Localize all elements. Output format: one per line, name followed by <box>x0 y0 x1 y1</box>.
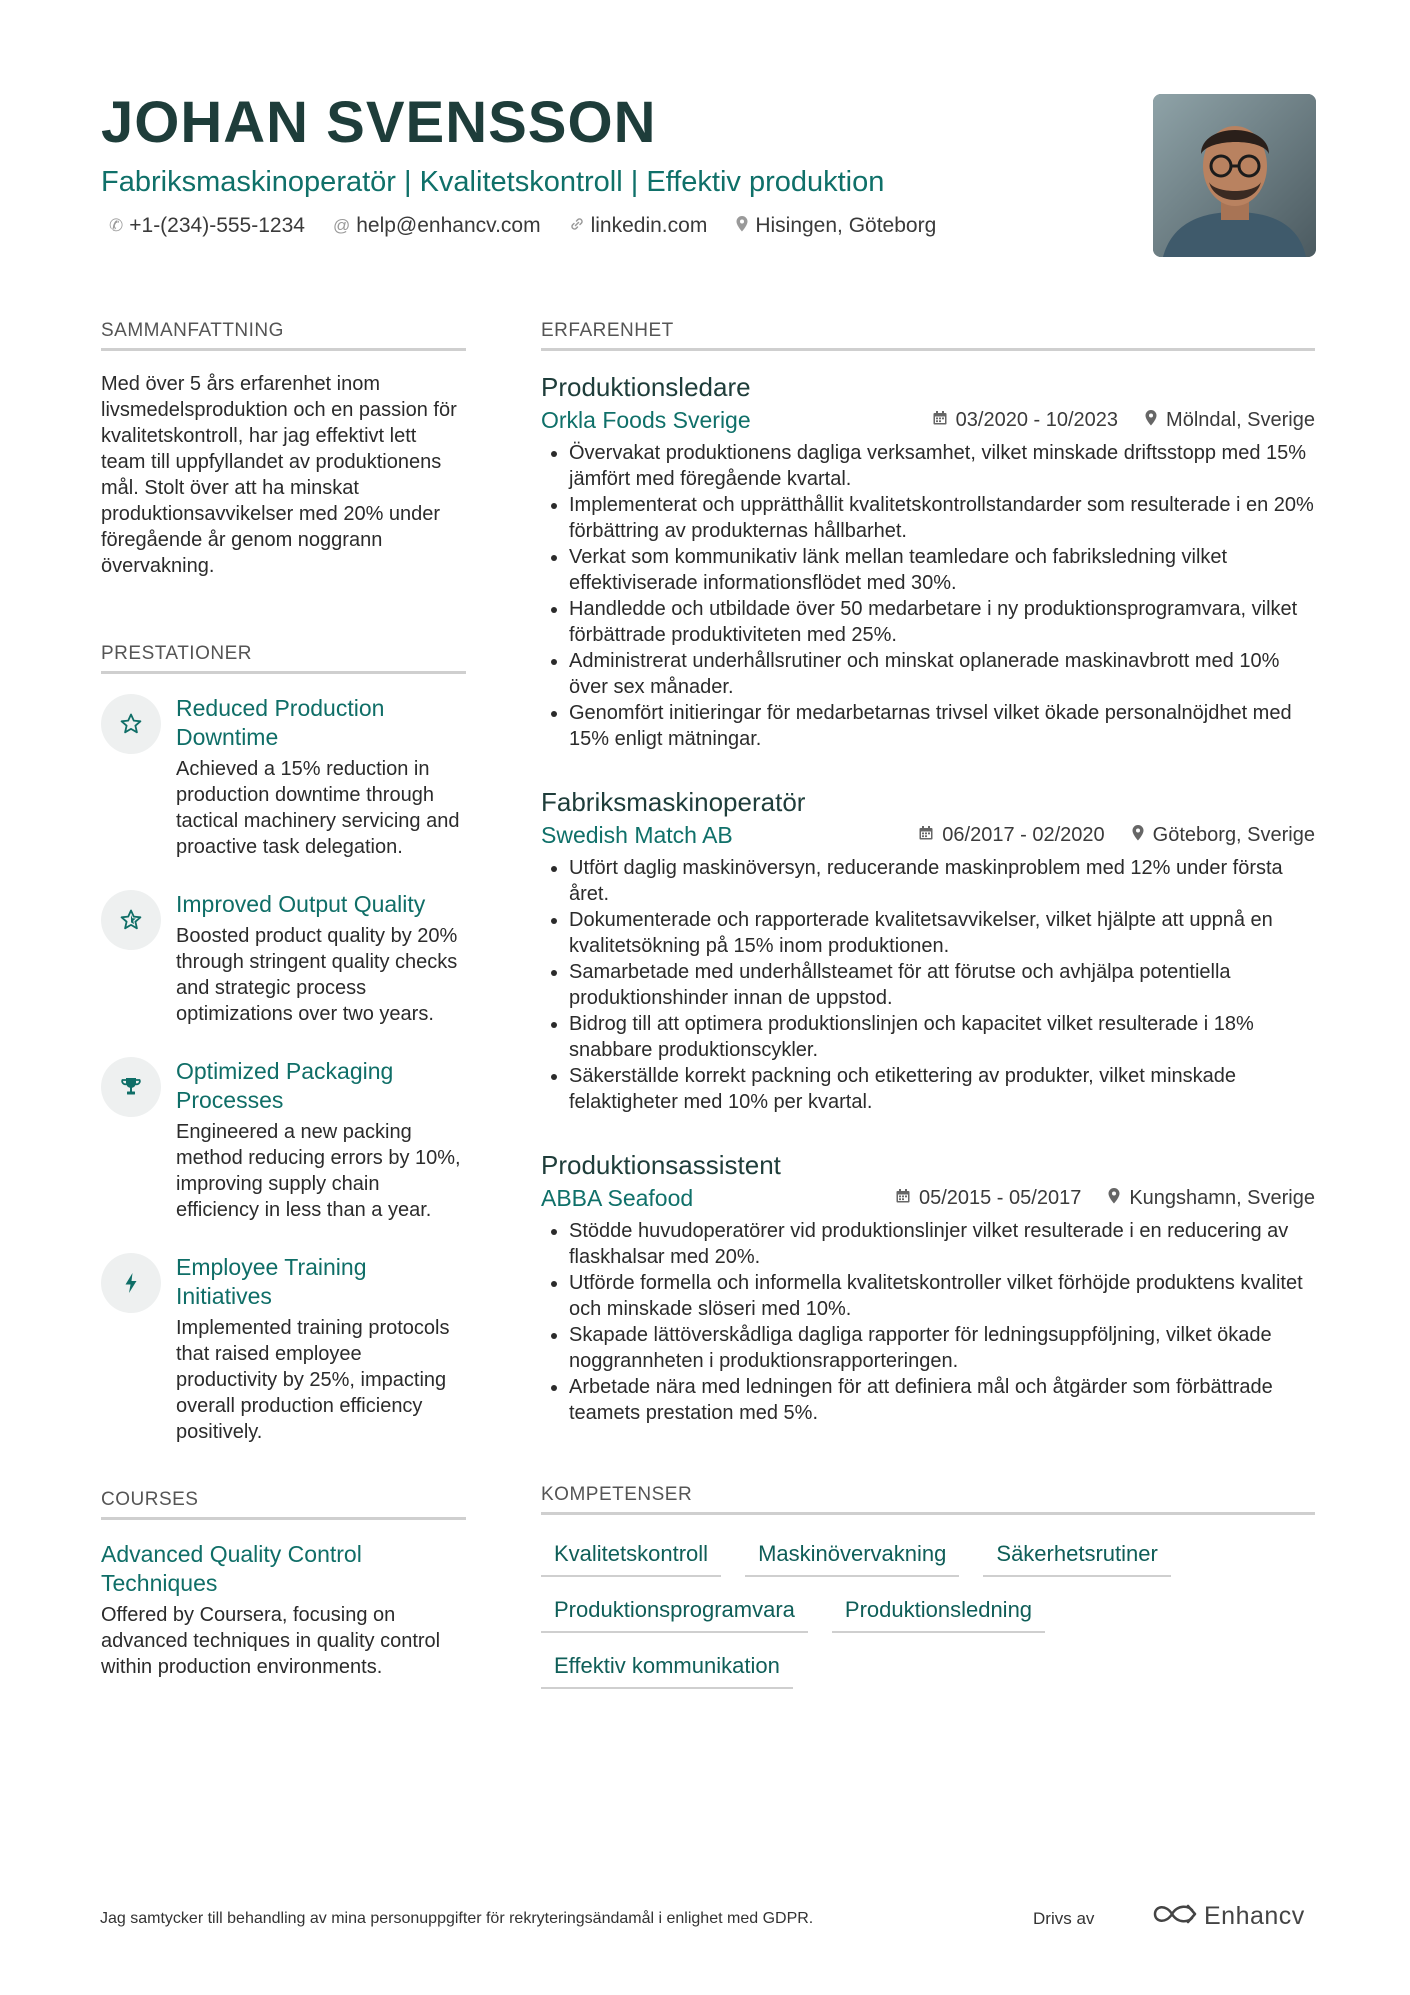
enhancv-logo[interactable] <box>1152 1902 1305 1931</box>
contact-phone[interactable] <box>109 214 305 238</box>
list-item: • Verkat som kommunikativ länk mellan teamledare och fabriksledning vilket effektiviserade informationsflödet med 30%. <box>569 544 1315 596</box>
enhancv-logo-icon <box>1152 1902 1198 1931</box>
summary-text: Med över 5 års erfarenhet inom livsmedelsproduktion och en passion för kvalitetskontroll, har jag effektivt lett team till uppfyllandet av produktionens mål. Stolt över att ha minskat produktionsavvikelser med 20% under föregående år genom noggrann övervakning. <box>101 373 457 577</box>
trophy-icon <box>101 1057 161 1117</box>
calendar-icon <box>918 825 934 846</box>
job-bullets <box>541 855 1315 1115</box>
company-name: Orkla Foods Sverige <box>541 407 751 433</box>
achievement-desc: Achieved a 15% reduction in production downtime through tactical machinery servicing and proactive task delegation. <box>176 758 460 858</box>
course-desc: Offered by Coursera, focusing on advanced techniques in quality control within production environments. <box>101 1604 441 1678</box>
list-item: • Dokumenterade och rapporterade kvalitetsavvikelser, vilket hjälpte att uppnå en kvalitetsökning på 15% inom produktionen. <box>569 907 1315 959</box>
star-badge-icon <box>101 890 161 950</box>
courses-heading: COURSES <box>101 1489 466 1520</box>
list-item: • Utförde formella och informella kvalitetskontroller vilket förhöjde produktens kvalitet och minskade slöseri med 10%. <box>569 1270 1315 1322</box>
job-title: Produktionsassistent <box>541 1150 781 1180</box>
lightning-bolt-icon <box>101 1253 161 1313</box>
courses-section <box>101 1489 466 1680</box>
skill-tag: Säkerhetsrutiner <box>983 1535 1170 1577</box>
achievement-desc: Engineered a new packing method reducing errors by 10%, improving supply chain efficiency in less than a year. <box>176 1121 461 1221</box>
job-dates-text: 05/2015 - 05/2017 <box>918 1187 1082 1209</box>
at-icon: @ <box>332 216 351 235</box>
job-dates <box>918 824 1104 847</box>
job-location <box>1131 824 1315 847</box>
contact-list <box>101 214 1101 238</box>
location-pin-icon <box>1144 409 1158 432</box>
list-item: • Samarbetade med underhållsteamet för att förutse och avhjälpa potentiella produktionshinder innan de uppstod. <box>569 959 1315 1011</box>
contact-linkedin[interactable] <box>569 214 708 238</box>
job-entry <box>541 786 1315 1115</box>
course-title: Advanced Quality Control Techniques <box>101 1541 362 1596</box>
job-location <box>1107 1187 1315 1210</box>
job-entry <box>541 1149 1315 1426</box>
list-item: • Skapade lättöverskådliga dagliga rapporter för ledningsuppföljning, vilket ökade noggrannheten i produktionsrapporteringen. <box>569 1322 1315 1374</box>
achievements-section <box>101 643 466 1445</box>
list-item: • Arbetade nära med ledningen för att definiera mål och åtgärder som förbättrade teamets prestation med 5%. <box>569 1374 1315 1426</box>
achievement-title: Improved Output Quality <box>176 891 426 917</box>
gdpr-consent: Jag samtycker till behandling av mina personuppgifter för rekryteringsändamål i enlighet med GDPR. <box>100 1910 814 1927</box>
job-entry <box>541 371 1315 752</box>
achievements-heading: PRESTATIONER <box>101 643 466 674</box>
achievement-item <box>101 1253 466 1445</box>
achievement-item <box>101 1057 466 1223</box>
skill-tag: Produktionsprogramvara <box>541 1591 808 1633</box>
profile-photo <box>1153 94 1316 257</box>
job-dates <box>932 409 1118 432</box>
location-pin-icon <box>735 215 749 238</box>
right-column <box>541 320 1315 1689</box>
list-item: • Administrerat underhållsrutiner och minskat oplanerade maskinavbrott med 10% över sex månader. <box>569 648 1315 700</box>
job-dates-text: 06/2017 - 02/2020 <box>942 824 1105 846</box>
phone-text: +1-(234)-555-1234 <box>129 214 305 237</box>
skill-tag: Kvalitetskontroll <box>541 1535 721 1577</box>
achievement-desc: Implemented training protocols that raised employee productivity by 25%, impacting overall production efficiency positively. <box>176 1317 450 1443</box>
list-item: • Bidrog till att optimera produktionslinjen och kapacitet vilket resulterade i 18% snabbare produktionscykler. <box>569 1011 1315 1063</box>
list-item: • Genomfört initieringar för medarbetarnas trivsel vilket ökade personalnöjdhet med 15% enligt mätningar. <box>569 700 1315 752</box>
experience-heading: ERFARENHET <box>541 320 1315 351</box>
summary-heading: SAMMANFATTNING <box>101 320 466 351</box>
skill-tag: Maskinövervakning <box>745 1535 959 1577</box>
achievement-title: Optimized Packaging Processes <box>176 1058 394 1113</box>
skills-heading: KOMPETENSER <box>541 1484 1315 1515</box>
skill-tag: Effektiv kommunikation <box>541 1647 793 1689</box>
list-item: • Stödde huvudoperatörer vid produktionslinjer vilket resulterade i en reducering av flaskhalsar med 20%. <box>569 1218 1315 1270</box>
achievement-desc: Boosted product quality by 20% through stringent quality checks and strategic process optimizations over two years. <box>176 925 458 1025</box>
job-title: Produktionsledare <box>541 372 751 402</box>
contact-email[interactable] <box>333 214 541 238</box>
course-item <box>101 1540 466 1680</box>
job-dates <box>895 1187 1081 1210</box>
job-bullets <box>541 1218 1315 1426</box>
achievement-title: Employee Training Initiatives <box>176 1254 367 1309</box>
company-name: ABBA Seafood <box>541 1185 694 1211</box>
list-item: • Implementerat och upprätthållit kvalitetskontrollstandarder som resulterade i en 20% förbättring av produkternas hållbarhet. <box>569 492 1315 544</box>
job-dates-text: 03/2020 - 10/2023 <box>955 409 1119 431</box>
list-item: • Utfört daglig maskinöversyn, reducerande maskinproblem med 12% under första året. <box>569 855 1315 907</box>
achievement-item <box>101 694 466 860</box>
linkedin-text: linkedin.com <box>590 214 708 237</box>
company-name: Swedish Match AB <box>541 822 733 848</box>
list-item: • Säkerställde korrekt packning och etikettering av produkter, vilket minskade felaktigheter med 10% per kvartal. <box>569 1063 1315 1115</box>
skill-tag: Produktionsledning <box>832 1591 1045 1633</box>
powered-by-label: Drivs av <box>1033 1909 1095 1928</box>
calendar-icon <box>895 1188 911 1209</box>
link-icon <box>569 216 585 237</box>
email-text: help@enhancv.com <box>356 214 541 237</box>
candidate-name: JOHAN SVENSSON <box>101 90 657 155</box>
job-bullets <box>541 440 1315 752</box>
list-item: • Handledde och utbildade över 50 medarbetare i ny produktionsprogramvara, vilket förbättrade produktiviteten med 25%. <box>569 596 1315 648</box>
list-item: • Övervakat produktionens dagliga verksamhet, vilket minskade driftsstopp med 15% jämfört med föregående kvartal. <box>569 440 1315 492</box>
enhancv-brand-name: Enhancv <box>1204 1902 1305 1930</box>
achievement-item <box>101 890 466 1027</box>
left-column <box>101 320 466 1680</box>
calendar-icon <box>932 410 948 431</box>
location-pin-icon <box>1131 824 1145 847</box>
location-pin-icon <box>1107 1187 1121 1210</box>
footer <box>100 1902 1315 1936</box>
header <box>101 88 1101 238</box>
contact-location <box>735 214 936 238</box>
location-text: Hisingen, Göteborg <box>755 214 937 237</box>
experience-section <box>541 320 1315 1426</box>
phone-icon: ✆ <box>109 216 124 235</box>
achievement-title: Reduced Production Downtime <box>176 695 385 750</box>
job-location <box>1144 409 1315 432</box>
skills-list <box>541 1535 1261 1689</box>
tagline: Fabriksmaskinoperatör | Kvalitetskontroll | Effektiv produktion <box>101 166 885 198</box>
job-location-text: Mölndal, Sverige <box>1166 409 1315 431</box>
star-outline-icon <box>101 694 161 754</box>
job-location-text: Kungshamn, Sverige <box>1129 1187 1315 1209</box>
skills-section <box>541 1484 1315 1689</box>
job-location-text: Göteborg, Sverige <box>1152 824 1315 846</box>
job-title: Fabriksmaskinoperatör <box>541 787 806 817</box>
summary-section <box>101 320 466 579</box>
